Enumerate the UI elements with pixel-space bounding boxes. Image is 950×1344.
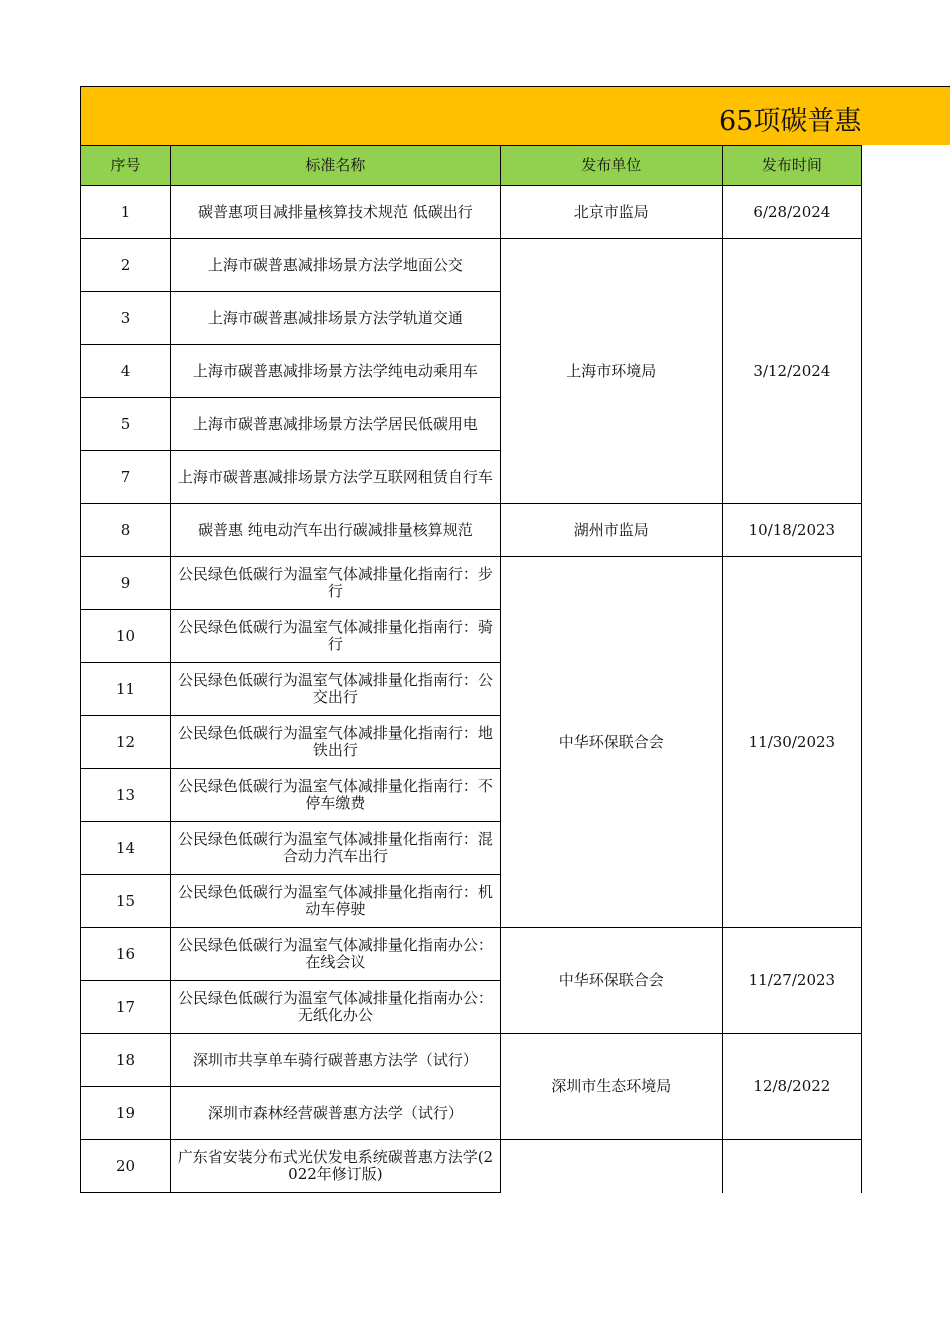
row-publisher-empty (500, 1140, 722, 1193)
row-name: 上海市碳普惠减排场景方法学纯电动乘用车 (171, 345, 501, 398)
row-no: 8 (81, 504, 171, 557)
standards-table (80, 145, 862, 1193)
row-name: 上海市碳普惠减排场景方法学居民低碳用电 (171, 398, 501, 451)
row-date: 10/18/2023 (722, 504, 861, 557)
row-publisher: 上海市环境局 (500, 239, 722, 504)
row-no: 12 (81, 716, 171, 769)
row-name: 公民绿色低碳行为温室气体减排量化指南办公：无纸化办公 (171, 981, 501, 1034)
row-name: 公民绿色低碳行为温室气体减排量化指南行：骑行 (171, 610, 501, 663)
row-name: 碳普惠 纯电动汽车出行碳减排量核算规范 (171, 504, 501, 557)
row-no: 5 (81, 398, 171, 451)
row-date: 12/8/2022 (722, 1034, 861, 1140)
row-no: 14 (81, 822, 171, 875)
row-publisher: 中华环保联合会 (500, 557, 722, 928)
row-name: 碳普惠项目减排量核算技术规范 低碳出行 (171, 186, 501, 239)
row-name: 深圳市共享单车骑行碳普惠方法学（试行） (171, 1034, 501, 1087)
row-date-empty (722, 1140, 861, 1193)
table-row (81, 928, 862, 981)
row-no: 2 (81, 239, 171, 292)
row-name: 广东省安装分布式光伏发电系统碳普惠方法学(2022年修订版) (171, 1140, 501, 1193)
row-name: 公民绿色低碳行为温室气体减排量化指南行：混合动力汽车出行 (171, 822, 501, 875)
row-no: 20 (81, 1140, 171, 1193)
row-name: 公民绿色低碳行为温室气体减排量化指南办公：在线会议 (171, 928, 501, 981)
table-row (81, 186, 862, 239)
row-no: 10 (81, 610, 171, 663)
row-name: 深圳市森林经营碳普惠方法学（试行） (171, 1087, 501, 1140)
table-row (81, 1034, 862, 1087)
table-row (81, 1140, 862, 1193)
header-row (81, 146, 862, 186)
row-date: 6/28/2024 (722, 186, 861, 239)
row-no: 3 (81, 292, 171, 345)
header-name: 标准名称 (171, 146, 501, 186)
row-date: 3/12/2024 (722, 239, 861, 504)
row-no: 16 (81, 928, 171, 981)
row-name: 公民绿色低碳行为温室气体减排量化指南行：不停车缴费 (171, 769, 501, 822)
row-name: 公民绿色低碳行为温室气体减排量化指南行：机动车停驶 (171, 875, 501, 928)
row-date: 11/27/2023 (722, 928, 861, 1034)
header-publisher: 发布单位 (500, 146, 722, 186)
sheet-title: 65项碳普惠 (719, 106, 862, 137)
row-name: 公民绿色低碳行为温室气体减排量化指南行：步行 (171, 557, 501, 610)
row-publisher: 北京市监局 (500, 186, 722, 239)
row-no: 9 (81, 557, 171, 610)
table-row (81, 557, 862, 610)
row-no: 11 (81, 663, 171, 716)
row-no: 19 (81, 1087, 171, 1140)
row-publisher: 深圳市生态环境局 (500, 1034, 722, 1140)
header-no: 序号 (81, 146, 171, 186)
row-no: 1 (81, 186, 171, 239)
row-publisher: 湖州市监局 (500, 504, 722, 557)
row-name: 公民绿色低碳行为温室气体减排量化指南行：公交出行 (171, 663, 501, 716)
table-row (81, 504, 862, 557)
header-date: 发布时间 (722, 146, 861, 186)
row-no: 7 (81, 451, 171, 504)
row-no: 18 (81, 1034, 171, 1087)
row-publisher: 中华环保联合会 (500, 928, 722, 1034)
row-name: 上海市碳普惠减排场景方法学轨道交通 (171, 292, 501, 345)
row-no: 15 (81, 875, 171, 928)
row-date: 11/30/2023 (722, 557, 861, 928)
row-no: 17 (81, 981, 171, 1034)
title-bar (80, 86, 950, 145)
row-no: 13 (81, 769, 171, 822)
row-name: 公民绿色低碳行为温室气体减排量化指南行：地铁出行 (171, 716, 501, 769)
row-name: 上海市碳普惠减排场景方法学互联网租赁自行车 (171, 451, 501, 504)
table-row (81, 239, 862, 292)
row-no: 4 (81, 345, 171, 398)
row-name: 上海市碳普惠减排场景方法学地面公交 (171, 239, 501, 292)
